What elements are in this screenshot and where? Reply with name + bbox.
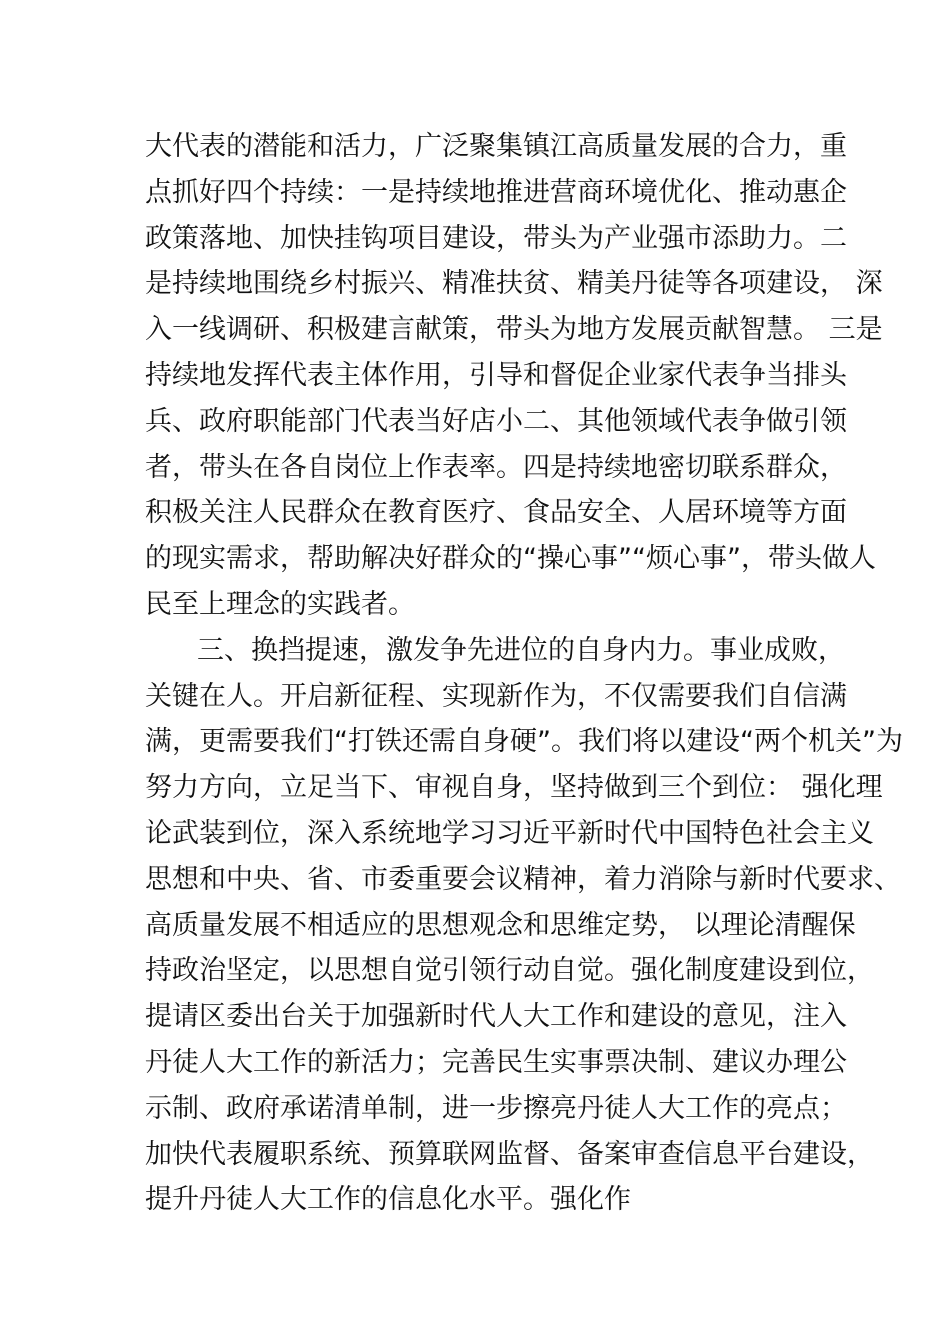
text-line: 思想和中央、省、市委重要会议精神，着力消除与新时代要求、 [145,863,901,895]
text-line: 点抓好四个持续：一是持续地推进营商环境优化、推动惠企 [145,176,847,208]
text-line: 兵、政府职能部门代表当好店小二、其他领域代表争做引领 [145,405,847,437]
text-line: 提请区委出台关于加强新时代人大工作和建设的意见，注入 [145,1001,847,1033]
text-line: 持政治坚定，以思想自觉引领行动自觉。强化制度建设到位， [145,955,874,987]
paragraph-2 [145,628,903,1223]
text-line: 提升丹徒人大工作的信息化水平。强化作 [145,1184,631,1216]
body-text [145,124,903,1223]
text-line: 高质量发展不相适应的思想观念和思维定势， 以理论清醒保 [145,909,856,941]
text-line: 三、换挡提速，激发争先进位的自身内力。事业成败， [197,634,845,666]
text-line: 者，带头在各自岗位上作表率。四是持续地密切联系群众， [145,451,847,483]
text-line: 努力方向，立足当下、审视自身，坚持做到三个到位： 强化理 [145,772,883,804]
text-line: 是持续地围绕乡村振兴、精准扶贫、精美丹徒等各项建设， 深 [145,268,883,300]
text-line: 积极关注人民群众在教育医疗、食品安全、人居环境等方面 [145,497,847,529]
text-line: 民至上理念的实践者。 [145,588,415,620]
text-line: 关键在人。开启新征程、实现新作为，不仅需要我们自信满 [145,680,847,712]
text-line: 加快代表履职系统、预算联网监督、备案审查信息平台建设， [145,1138,874,1170]
text-line: 入一线调研、积极建言献策，带头为地方发展贡献智慧。 三是 [145,314,883,346]
text-line: 满，更需要我们“打铁还需自身硬”。我们将以建设“两个机关”为 [145,726,903,758]
text-line: 政策落地、加快挂钩项目建设，带头为产业强市添助力。二 [145,222,847,254]
text-line: 论武装到位，深入系统地学习习近平新时代中国特色社会主义 [145,817,874,849]
text-line: 的现实需求，帮助解决好群众的“操心事”“烦心事”，带头做人 [145,543,876,575]
paragraph-1 [145,124,883,628]
text-line: 丹徒人大工作的新活力；完善民生实事票决制、建议办理公 [145,1046,847,1078]
text-line: 大代表的潜能和活力，广泛聚集镇江高质量发展的合力，重 [145,131,847,162]
text-line: 示制、政府承诺清单制，进一步擦亮丹徒人大工作的亮点； [145,1092,847,1124]
text-line: 持续地发挥代表主体作用，引导和督促企业家代表争当排头 [145,359,847,391]
